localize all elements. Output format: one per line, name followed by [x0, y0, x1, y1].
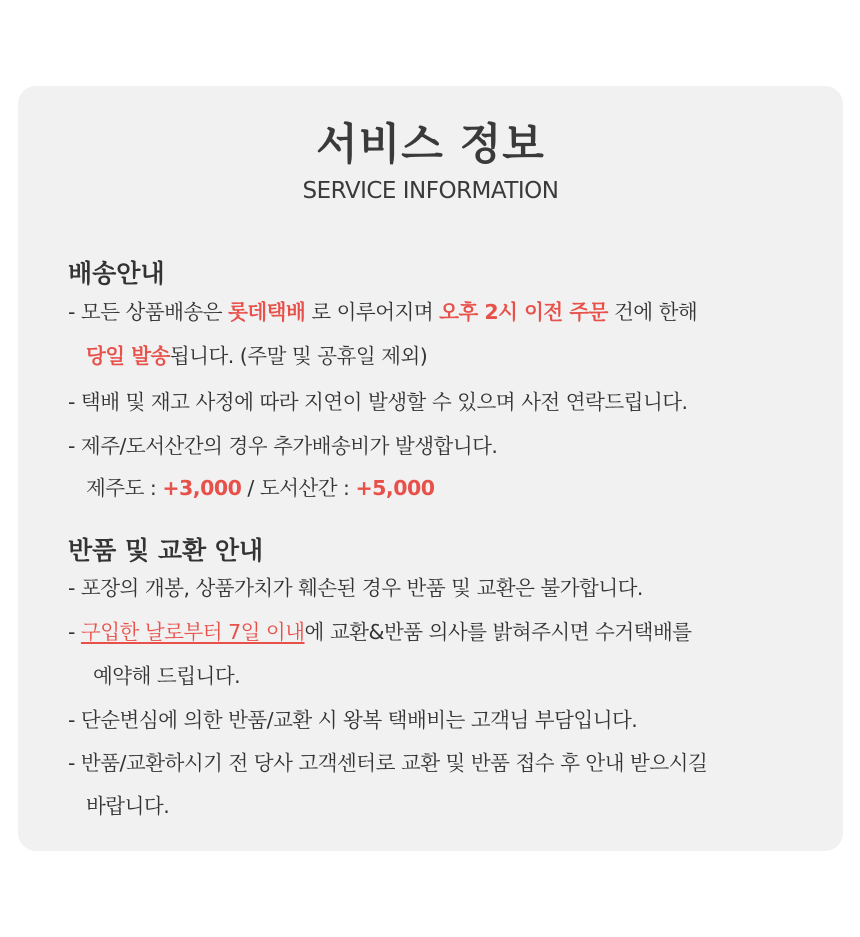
returns-section-title: 반품 및 교환 안내: [68, 536, 264, 565]
returns-line-5: - 반품/교환하시기 전 당사 고객센터로 교환 및 반품 접수 후 안내 받으시길: [68, 751, 708, 775]
returns-line-2: [68, 622, 692, 643]
jeju-fee: +3,000: [162, 476, 242, 500]
returns-line-2-dash: -: [68, 620, 81, 644]
returns-line-1: - 포장의 개봉, 상품가치가 훼손된 경우 반품 및 교환은 불가합니다.: [68, 576, 643, 600]
shipping-line-1-text-b: 로 이루어지며: [305, 300, 440, 324]
island-label: / 도서산간 :: [241, 476, 356, 500]
shipping-line-3: - 택배 및 재고 사정에 따라 지연이 발생할 수 있으며 사전 연락드립니다.: [68, 390, 688, 414]
returns-line-3: 예약해 드립니다.: [93, 664, 241, 688]
shipping-line-1-text-a: - 모든 상품배송은: [68, 300, 229, 324]
shipping-line-4: - 제주/도서산간의 경우 추가배송비가 발생합니다.: [68, 434, 498, 458]
service-info-card: [18, 86, 843, 851]
same-day-shipping: 당일 발송: [86, 344, 170, 368]
courier-name: 롯데택배: [228, 300, 306, 324]
shipping-line-2-text: 됩니다. (주말 및 공휴일 제외): [169, 344, 428, 368]
returns-line-6: 바랍니다.: [86, 794, 170, 818]
page-title: 서비스 정보: [316, 120, 545, 170]
island-fee: +5,000: [355, 476, 435, 500]
returns-line-2-text: 에 교환&반품 의사를 밝혀주시면 수거택배를: [304, 620, 692, 644]
returns-line-4: - 단순변심에 의한 반품/교환 시 왕복 택배비는 고객님 부담입니다.: [68, 708, 638, 732]
shipping-fee-line: [86, 478, 435, 499]
shipping-line-1-text-c: 건에 한해: [607, 300, 698, 324]
jeju-label: 제주도 :: [86, 476, 163, 500]
shipping-line-1: [68, 302, 697, 323]
return-period: 구입한 날로부터 7일 이내: [80, 620, 305, 644]
shipping-line-2: [86, 346, 427, 367]
page-subtitle: SERVICE INFORMATION: [302, 178, 559, 204]
order-cutoff: 오후 2시 이전 주문: [439, 300, 608, 324]
shipping-section-title: 배송안내: [68, 259, 165, 288]
